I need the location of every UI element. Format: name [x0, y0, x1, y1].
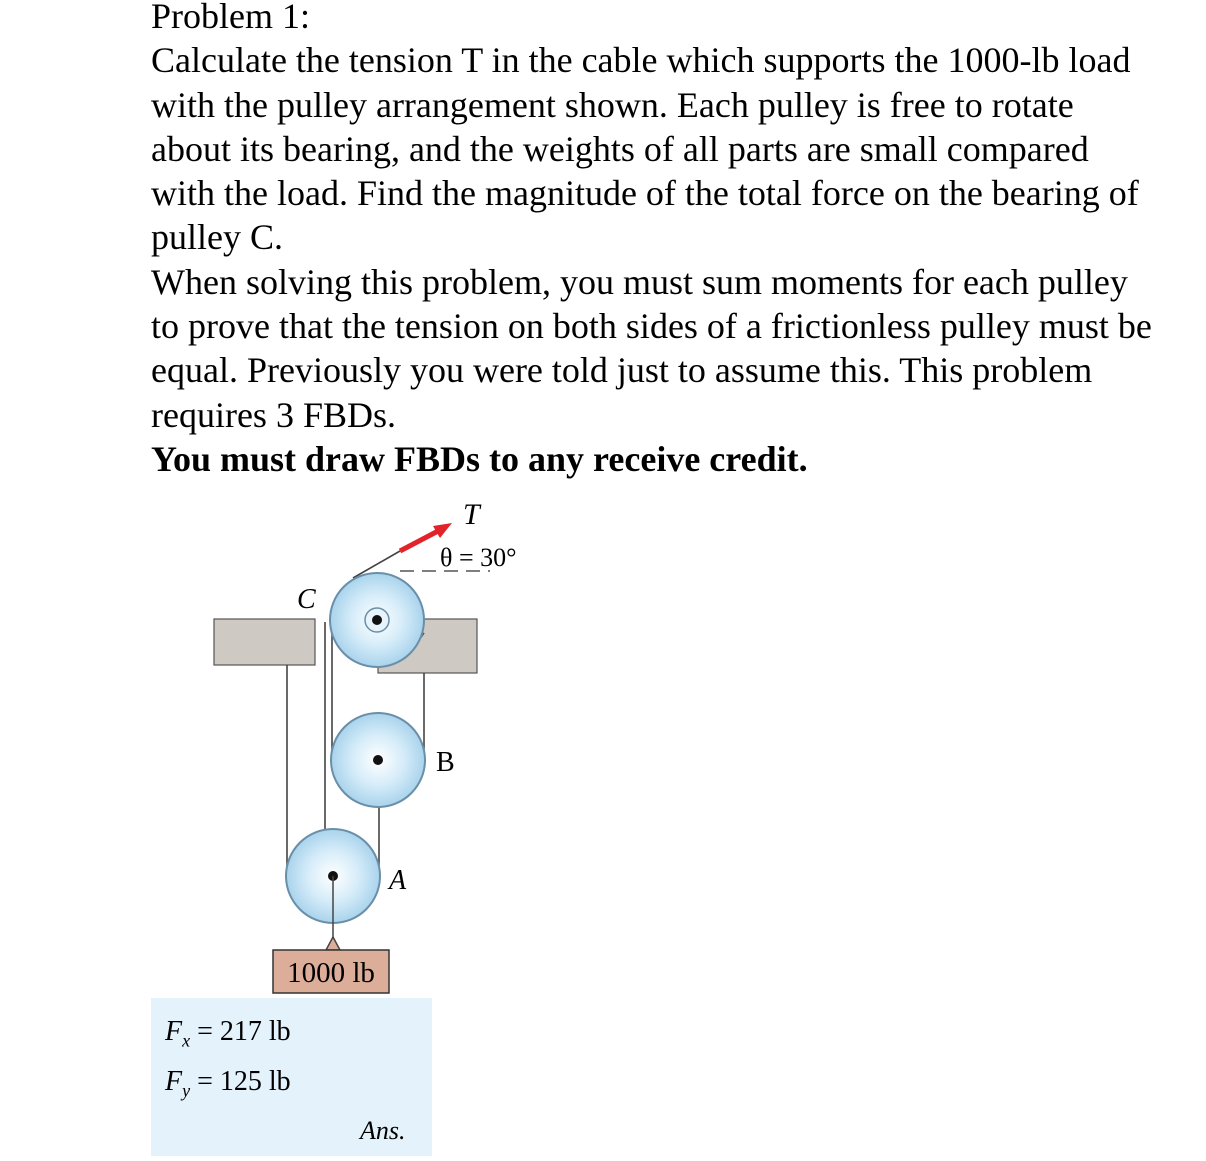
- fx-symbol: F: [165, 1016, 183, 1047]
- problem-heading: Problem 1:: [151, 0, 310, 36]
- problem-paragraph-1: Calculate the tension T in the cable which supports the 1000-lb load with the pulley arrangement shown. Each pulley is free to rotate about its bearing, and the weights of all parts are small compared with the load. Find the magnitude of the total force on the bearing of pulley C.: [151, 40, 1139, 258]
- left-support: [214, 619, 315, 665]
- fy-value: = 125 lb: [197, 1066, 291, 1097]
- problem-paragraph-3: You must draw FBDs to any receive credit.: [151, 438, 808, 479]
- answer-box: [151, 998, 432, 1156]
- pulley-c: [330, 573, 424, 667]
- ans-label: Ans.: [360, 1116, 406, 1145]
- fx-value: = 217 lb: [197, 1016, 291, 1047]
- fy-symbol: F: [165, 1066, 183, 1097]
- tension-label: T: [463, 498, 480, 531]
- load-label: 1000 lb: [287, 957, 375, 989]
- angle-label: θ = 30°: [440, 543, 517, 572]
- pulley-b: [331, 713, 425, 807]
- pulley-c-label: C: [297, 584, 316, 615]
- tension-arrow: [400, 530, 440, 551]
- fx-subscript: x: [182, 1030, 191, 1051]
- pulley-b-label: B: [436, 747, 455, 778]
- fx-answer: [165, 1016, 291, 1052]
- fy-answer: [165, 1066, 291, 1102]
- fy-subscript: y: [182, 1080, 191, 1101]
- tension-arrowhead: [433, 523, 452, 538]
- pulley-a-label: A: [389, 865, 407, 896]
- problem-paragraph-2: When solving this problem, you must sum moments for each pulley to prove that the tension on both sides of a frictionless pulley must be equal. Previously you were told just to assume this. This problem requires 3 FBDs.: [151, 261, 1152, 435]
